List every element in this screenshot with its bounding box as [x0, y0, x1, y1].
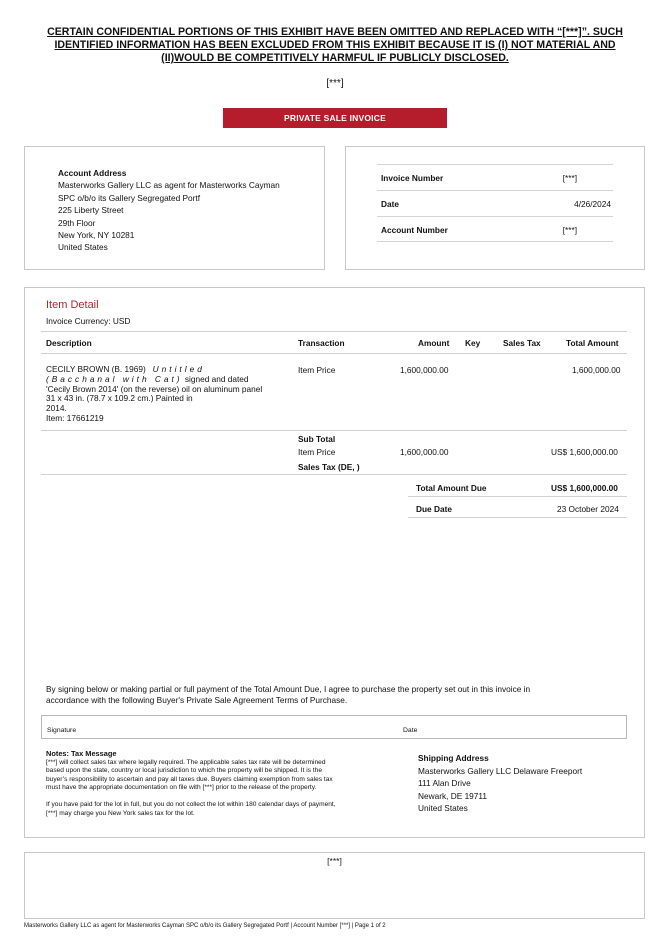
table-top-divider	[41, 331, 627, 332]
signature-box[interactable]	[41, 715, 627, 739]
item-title-line-1: Untitled	[152, 364, 205, 374]
shipping-address-line: 111 Alan Drive	[418, 778, 471, 788]
tax-notes-line: [***] may charge you New York sales tax for the lot.	[46, 809, 195, 817]
item-desc-line: 2014.	[46, 403, 67, 414]
total-due-value: US$ 1,600,000.00	[551, 483, 618, 493]
tax-notes-line: [***] will collect sales tax where legally required. The applicable sales tax rate will be determined	[46, 758, 326, 766]
tax-notes-line: buyer’s responsibility to ascertain and pay all taxes due. Buyers claiming exemption from sales tax	[46, 775, 333, 783]
invoice-number-row	[377, 164, 613, 190]
notice-line-2: IDENTIFIED INFORMATION HAS BEEN EXCLUDED FROM THIS EXHIBIT BECAUSE IT IS (I) NOT MATERIAL AND	[54, 39, 616, 51]
col-sales-tax: Sales Tax	[503, 338, 541, 348]
page-footer: Masterworks Gallery LLC as agent for Masterworks Cayman SPC o/b/o its Gallery Segregated Portf | Account Number [***] | Page 1 of 2	[24, 923, 386, 929]
subtotal-item-price-label: Item Price	[298, 447, 336, 457]
item-title-line-2: (Bacchanal with Cat)	[46, 373, 183, 384]
item-detail-title: Item Detail	[46, 299, 99, 311]
shipping-address-line: Newark, DE 19711	[418, 790, 488, 801]
tax-notes-line: based upon the state, country or local jurisdiction to which the property will be shipped. It is the	[46, 767, 322, 775]
notice-line-1: CERTAIN CONFIDENTIAL PORTIONS OF THIS EXHIBIT HAVE BEEN OMITTED AND REPLACED WITH “[***]”. SUCH	[47, 26, 623, 38]
total-due-divider	[408, 496, 627, 497]
item-artist: CECILY BROWN (B. 1969)	[46, 364, 146, 374]
invoice-date-label: Date	[381, 199, 399, 209]
shipping-address-line: United States	[418, 803, 468, 813]
account-address-title: Account Address	[58, 168, 127, 178]
account-address-line: New York, NY 10281	[58, 230, 135, 241]
redacted-marker-top: [***]	[326, 78, 344, 89]
invoice-info-box	[345, 146, 645, 270]
shipping-address-line: Masterworks Gallery LLC Delaware Freeport	[418, 765, 583, 776]
account-number-row	[377, 216, 613, 242]
item-total: 1,600,000.00	[572, 365, 621, 375]
invoice-currency: Invoice Currency: USD	[46, 316, 131, 326]
item-divider	[41, 430, 627, 431]
account-number-value: [***]	[562, 225, 577, 235]
invoice-banner: PRIVATE SALE INVOICE	[223, 108, 447, 128]
sales-tax-label: Sales Tax (DE, )	[298, 462, 360, 472]
tax-notes-title: Notes: Tax Message	[46, 749, 117, 758]
purchase-agreement-text	[46, 684, 626, 706]
account-address-line: Masterworks Gallery LLC as agent for Masterworks Cayman	[58, 180, 280, 191]
redacted-marker-bottom: [***]	[327, 856, 342, 866]
account-address-box	[24, 146, 325, 270]
item-transaction: Item Price	[298, 365, 336, 375]
invoice-number-value: [***]	[562, 173, 577, 183]
col-transaction: Transaction	[298, 338, 345, 348]
item-desc-line: 31 x 43 in. (78.7 x 109.2 cm.) Painted in	[46, 393, 193, 404]
subtotal-label: Sub Total	[298, 434, 336, 444]
agreement-line-2: accordance with the following Buyer's Private Sale Agreement Terms of Purchase.	[46, 694, 348, 705]
confidentiality-notice	[20, 26, 650, 65]
shipping-address-title: Shipping Address	[418, 753, 489, 763]
account-address-line: 225 Liberty Street	[58, 205, 124, 216]
shipping-address	[418, 752, 582, 815]
item-amount: 1,600,000.00	[400, 365, 449, 375]
item-desc-line: 'Cecily Brown 2014' (on the reverse) oil on aluminum panel	[46, 383, 263, 394]
invoice-date-row	[377, 190, 613, 216]
agreement-line-1: By signing below or making partial or full payment of the Total Amount Due, I agree to purchase the property set out in this invoice in	[46, 684, 531, 694]
tax-notes-line: must have the appropriate documentation on file with [***] prior to the release of the property.	[46, 784, 317, 792]
invoice-number-label: Invoice Number	[381, 173, 444, 183]
due-date-divider	[408, 517, 627, 518]
col-total-amount: Total Amount	[566, 338, 619, 348]
col-amount: Amount	[418, 338, 450, 348]
notice-line-3: (II)WOULD BE COMPETITIVELY HARMFUL IF PUBLICLY DISCLOSED.	[161, 52, 509, 64]
signature-date-label: Date	[403, 727, 418, 734]
subtotal-item-price-amount: 1,600,000.00	[400, 447, 449, 457]
account-address-line: 29th Floor	[58, 217, 96, 228]
due-date-label: Due Date	[416, 504, 452, 514]
item-desc-suffix: signed and dated	[184, 373, 249, 384]
account-number-label: Account Number	[381, 225, 448, 235]
bottom-redacted-box	[24, 852, 645, 919]
due-date-value: 23 October 2024	[557, 504, 619, 514]
subtotal-item-price-total: US$ 1,600,000.00	[551, 447, 618, 457]
tax-notes	[46, 750, 394, 818]
col-description: Description	[46, 338, 92, 348]
account-address-line: United States	[58, 242, 108, 253]
invoice-date-value: 4/26/2024	[574, 199, 611, 209]
col-key: Key	[465, 338, 481, 348]
total-due-label: Total Amount Due	[416, 483, 487, 493]
subtotal-divider	[41, 474, 627, 475]
item-description	[46, 365, 291, 424]
table-header-divider	[41, 353, 627, 354]
tax-notes-line: If you have paid for the lot in full, but you do not collect the lot within 180 calendar days of payment,	[46, 800, 336, 808]
account-address-line: SPC o/b/o its Gallery Segregated Portf	[58, 192, 201, 203]
item-number: Item: 17661219	[46, 412, 104, 423]
signature-label: Signature	[47, 727, 77, 734]
